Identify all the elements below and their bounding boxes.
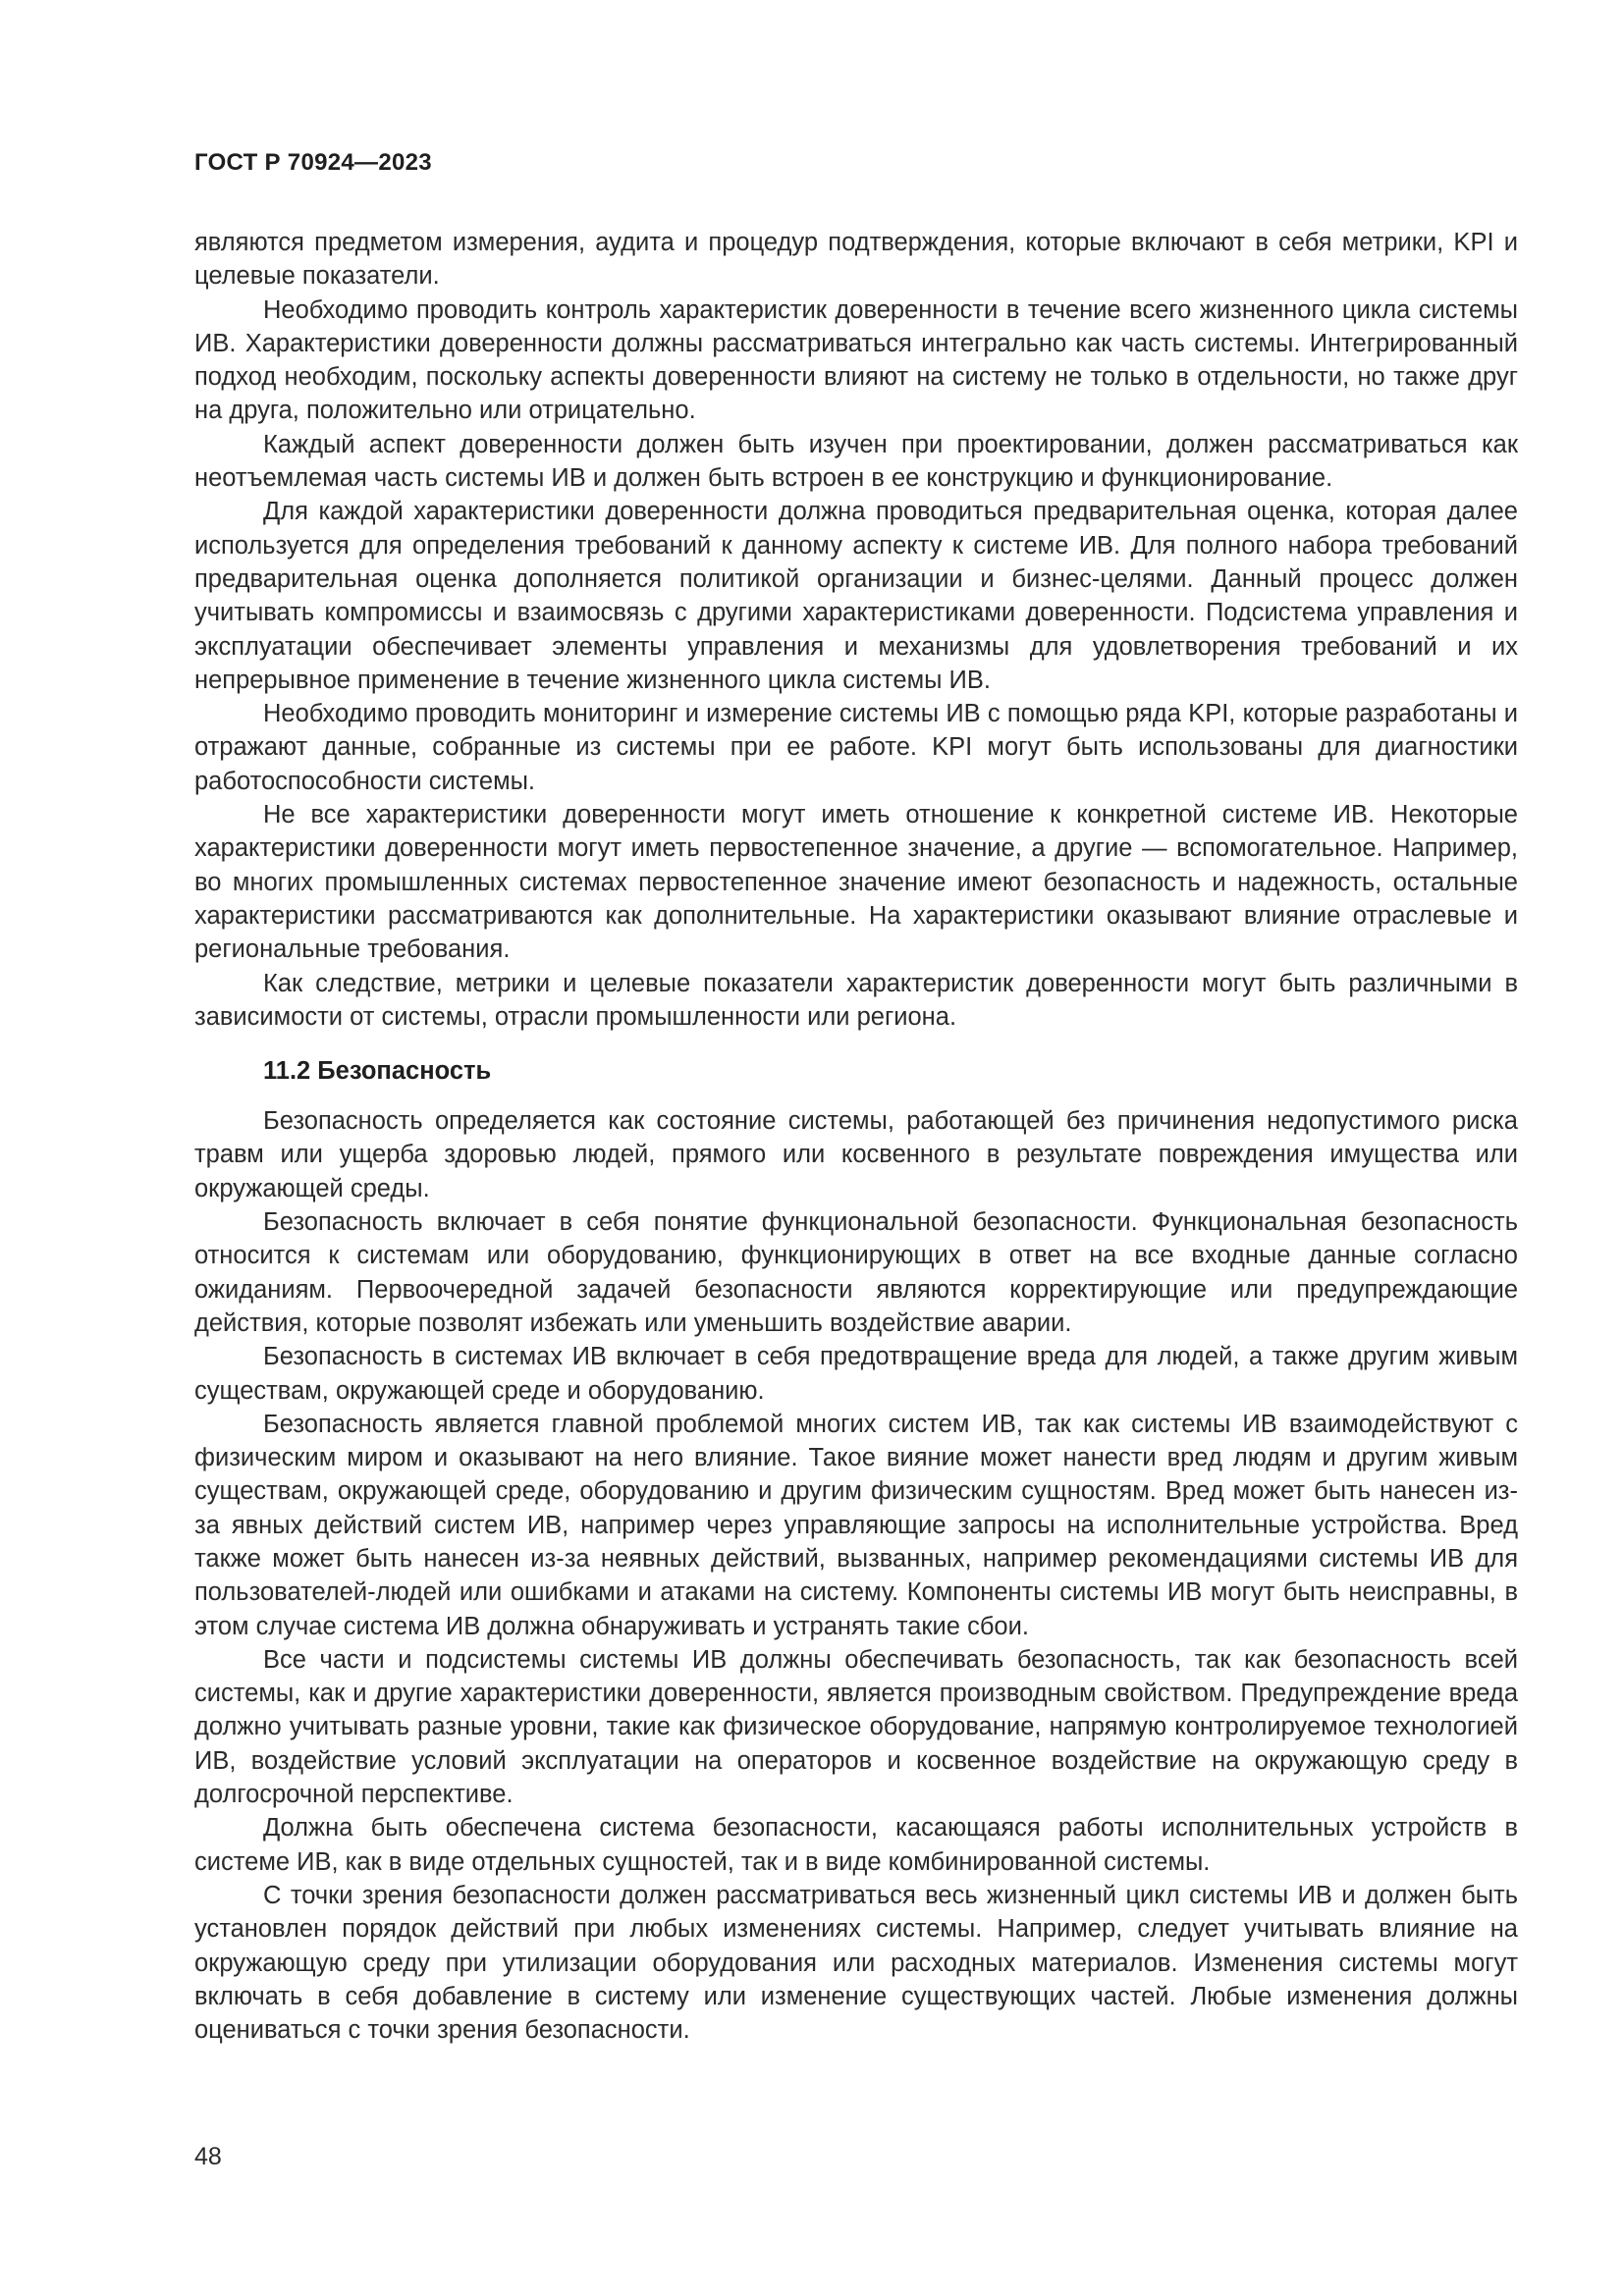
paragraph: Все части и подсистемы системы ИВ должны обеспечивать безопасность, так как безопасность всей системы, как и другие характеристики доверенности, является производным свойством. Предупреждение вреда должно учитывать разные уровни, такие как физическое оборудование, напрямую контролируемое технологией ИВ, воздействие условий эксплуатации на операторов и косвенное воздействие на окружающую среду в долгосрочной перспективе. [194,1645,1518,1809]
paragraph: являются предметом измерения, аудита и процедур подтверждения, которые включают в себя метрики, KPI и целевые показатели. [194,229,1518,291]
paragraph: Безопасность включает в себя понятие функциональной безопасности. Функциональная безопасность относится к системам или оборудованию, функционирующих в ответ на все входные данные согласно ожиданиям. Первоочередной задачей безопасности являются корректирующие или предупреждающие действия, которые позволят избежать или уменьшить воздействие аварии. [194,1208,1518,1337]
paragraph: Необходимо проводить контроль характеристик доверенности в течение всего жизненного цикла системы ИВ. Характеристики доверенности должны рассматриваться интегрально как часть системы. Интегрированный подход необходим, поскольку аспекты доверенности влияют на систему не только в отдельности, но также друг на друга, положительно или отрицательно. [194,295,1518,425]
paragraph: Каждый аспект доверенности должен быть изучен при проектировании, должен рассматриваться как неотъемлемая часть системы ИВ и должен быть встроен в ее конструкцию и функционирование. [194,430,1518,493]
paragraph: Безопасность определяется как состояние системы, работающей без причинения недопустимого риска травм или ущерба здоровью людей, прямого или косвенного в результате повреждения имущества или окружающей среды. [194,1107,1518,1202]
document-body [194,226,1518,2047]
paragraph: Не все характеристики доверенности могут иметь отношение к конкретной системе ИВ. Некоторые характеристики доверенности могут иметь первостепенное значение, а другие — вспомогательное. Например, во многих промышленных системах первостепенное значение имеют безопасность и надежность, остальные характеристики рассматриваются как дополнительные. На характеристики оказывают влияние отраслевые и региональные требования. [194,801,1518,964]
section-heading: 11.2 Безопасность [263,1057,492,1086]
paragraph: С точки зрения безопасности должен рассматриваться весь жизненный цикл системы ИВ и должен быть установлен порядок действий при любых изменениях системы. Например, следует учитывать влияние на окружающую среду при утилизации оборудования или расходных материалов. Изменения системы могут включать в себя добавление в систему или изменение существующих частей. Любые изменения должны оцениваться с точки зрения безопасности. [194,1881,1518,2045]
paragraph: Для каждой характеристики доверенности должна проводиться предварительная оценка, которая далее используется для определения требований к данному аспекту к системе ИВ. Для полного набора требований предварительная оценка дополняется политикой организации и бизнес-целями. Данный процесс должен учитывать компромиссы и взаимосвязь с другими характеристиками доверенности. Подсистема управления и эксплуатации обеспечивает элементы управления и механизмы для удовлетворения требований и их непрерывное применение в течение жизненного цикла системы ИВ. [194,498,1518,694]
paragraph: Необходимо проводить мониторинг и измерение системы ИВ с помощью ряда KPI, которые разработаны и отражают данные, собранные из системы при ее работе. KPI могут быть использованы для диагностики работоспособности системы. [194,700,1518,795]
paragraph: Безопасность является главной проблемой многих систем ИВ, так как системы ИВ взаимодействуют с физическим миром и оказывают на него влияние. Такое вияние может нанести вред людям и другим живым существам, окружающей среде, оборудованию и другим физическим сущностям. Вред может быть нанесен из-за явных действий систем ИВ, например через управляющие запросы на исполнительные устройства. Вред также может быть нанесен из-за неявных действий, вызванных, например рекомендациями системы ИВ для пользователей-людей или ошибками и атаками на систему. Компоненты системы ИВ могут быть неисправны, в этом случае система ИВ должна обнаруживать и устранять такие сбои. [194,1410,1518,1640]
document-header: ГОСТ Р 70924—2023 [194,149,432,176]
paragraph: Безопасность в системах ИВ включает в себя предотвращение вреда для людей, а также другим живым существам, окружающей среде и оборудованию. [194,1343,1518,1405]
page-number: 48 [194,2143,222,2170]
paragraph: Как следствие, метрики и целевые показатели характеристик доверенности могут быть различными в зависимости от системы, отрасли промышленности или региона. [194,969,1518,1031]
paragraph: Должна быть обеспечена система безопасности, касающаяся работы исполнительных устройств в системе ИВ, как в виде отдельных сущностей, так и в виде комбинированной системы. [194,1814,1518,1876]
